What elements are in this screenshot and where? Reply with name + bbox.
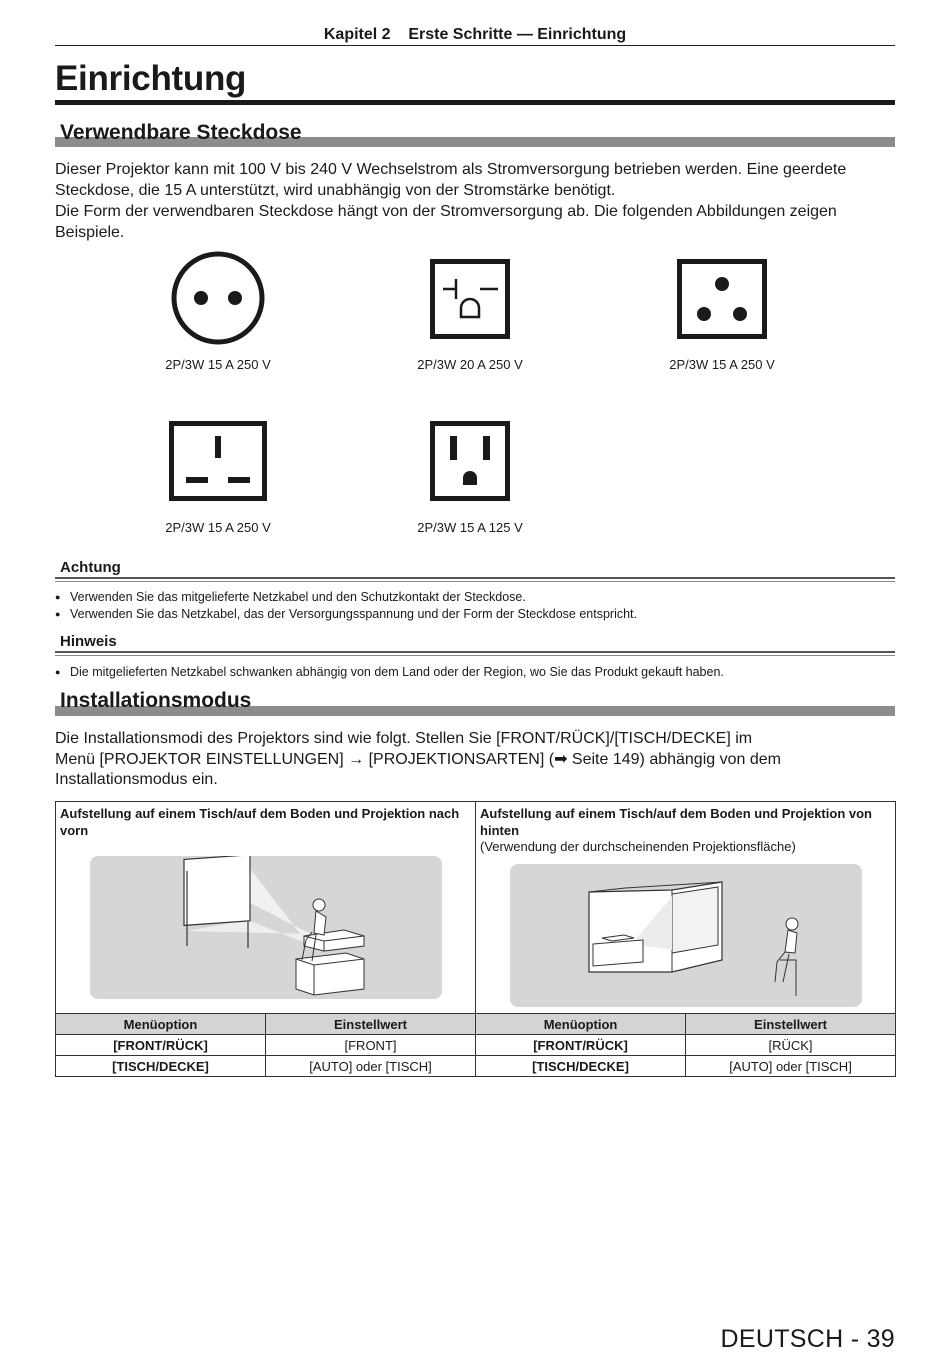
section-heading-outlet: Verwendbare Steckdose	[60, 121, 302, 144]
note-list	[55, 664, 895, 681]
list-item: ● Die mitgelieferten Netzkabel schwanken abhängig von dem Land oder der Region, wo Sie das Produkt gekauft haben.	[55, 664, 895, 681]
grounded-two-slot-outlet-icon	[430, 421, 510, 501]
outlet-label: 2P/3W 15 A 250 V	[165, 520, 271, 535]
list-item: ● Verwenden Sie das Netzkabel, das der Versorgungsspannung und der Form der Steckdose entspricht.	[55, 606, 895, 623]
outlet-intro	[55, 160, 895, 244]
table-cell: [RÜCK]	[686, 1035, 896, 1056]
paragraph: Die Form der verwendbaren Steckdose hängt von der Stromversorgung ab. Die folgenden Abbildungen zeigen Beispiele.	[55, 203, 837, 241]
intro-text: Seite 149) abhängig von dem	[567, 750, 781, 768]
rear-projection-illustration	[510, 864, 862, 1007]
arrow-right-icon: →	[348, 750, 365, 768]
paragraph: Dieser Projektor kann mit 100 V bis 240 V Wechselstrom als Stromversorgung betrieben werden. Eine geerdete Steckdose, die 15 A unterstützt, wird unabhängig von der Stromstärke benötigt.	[55, 161, 847, 199]
front-projection-illustration	[90, 856, 442, 999]
intro-text: Menü [PROJEKTOR EINSTELLUNGEN]	[55, 750, 349, 768]
mode-title: Aufstellung auf einem Tisch/auf dem Boden und Projektion von hinten	[480, 806, 872, 838]
outlet-label: 2P/3W 15 A 125 V	[417, 520, 523, 535]
table-cell: [FRONT/RÜCK]	[56, 1035, 266, 1056]
column-header: Menüoption	[56, 1014, 266, 1035]
caution-list	[55, 589, 895, 623]
installation-mode-table	[55, 801, 896, 1077]
table-cell: [AUTO] oder [TISCH]	[686, 1056, 896, 1077]
three-round-pin-outlet-icon	[677, 259, 767, 339]
outlet-label: 2P/3W 20 A 250 V	[417, 357, 523, 372]
mode-cell-rear	[476, 802, 896, 1014]
section-heading-install: Installationsmodus	[60, 689, 252, 712]
running-header: Kapitel 2 Erste Schritte — Einrichtung	[323, 26, 627, 43]
page-title: Einrichtung	[55, 59, 247, 98]
three-flat-pin-outlet-icon	[169, 421, 267, 501]
header-rule	[55, 45, 895, 46]
tee-slot-outlet-icon	[430, 259, 510, 339]
note-rule	[55, 651, 895, 657]
round-two-pin-outlet-icon	[170, 250, 266, 346]
table-cell: [FRONT/RÜCK]	[476, 1035, 686, 1056]
note-heading: Hinweis	[60, 633, 117, 650]
table-cell: [AUTO] oder [TISCH]	[266, 1056, 476, 1077]
install-intro	[55, 729, 895, 791]
column-header: Einstellwert	[266, 1014, 476, 1035]
table-cell: [TISCH/DECKE]	[476, 1056, 686, 1077]
column-header: Einstellwert	[686, 1014, 896, 1035]
intro-line: Installationsmodus ein.	[55, 771, 218, 788]
mode-subtitle: (Verwendung der durchscheinenden Projektionsfläche)	[480, 839, 796, 854]
outlet-label: 2P/3W 15 A 250 V	[165, 357, 271, 372]
table-row	[56, 1035, 896, 1056]
intro-line	[55, 750, 895, 771]
column-header: Menüoption	[476, 1014, 686, 1035]
page-number: DEUTSCH - 39	[720, 1325, 895, 1353]
intro-line: Die Installationsmodi des Projektors sind wie folgt. Stellen Sie [FRONT/RÜCK]/[TISCH/DECKE] im	[55, 730, 753, 747]
table-cell: [TISCH/DECKE]	[56, 1056, 266, 1077]
page-reference-icon: ➡	[554, 750, 568, 768]
caution-heading: Achtung	[60, 559, 121, 576]
intro-text: [PROJEKTIONSARTEN] (	[364, 750, 555, 768]
mode-cell-front	[56, 802, 476, 1014]
title-rule	[55, 100, 895, 105]
table-row	[56, 1056, 896, 1077]
table-cell: [FRONT]	[266, 1035, 476, 1056]
list-item: ● Verwenden Sie das mitgelieferte Netzkabel und den Schutzkontakt der Steckdose.	[55, 589, 895, 606]
mode-title: Aufstellung auf einem Tisch/auf dem Boden und Projektion nach vorn	[60, 806, 460, 838]
outlet-label: 2P/3W 15 A 250 V	[669, 357, 775, 372]
caution-rule	[55, 577, 895, 583]
